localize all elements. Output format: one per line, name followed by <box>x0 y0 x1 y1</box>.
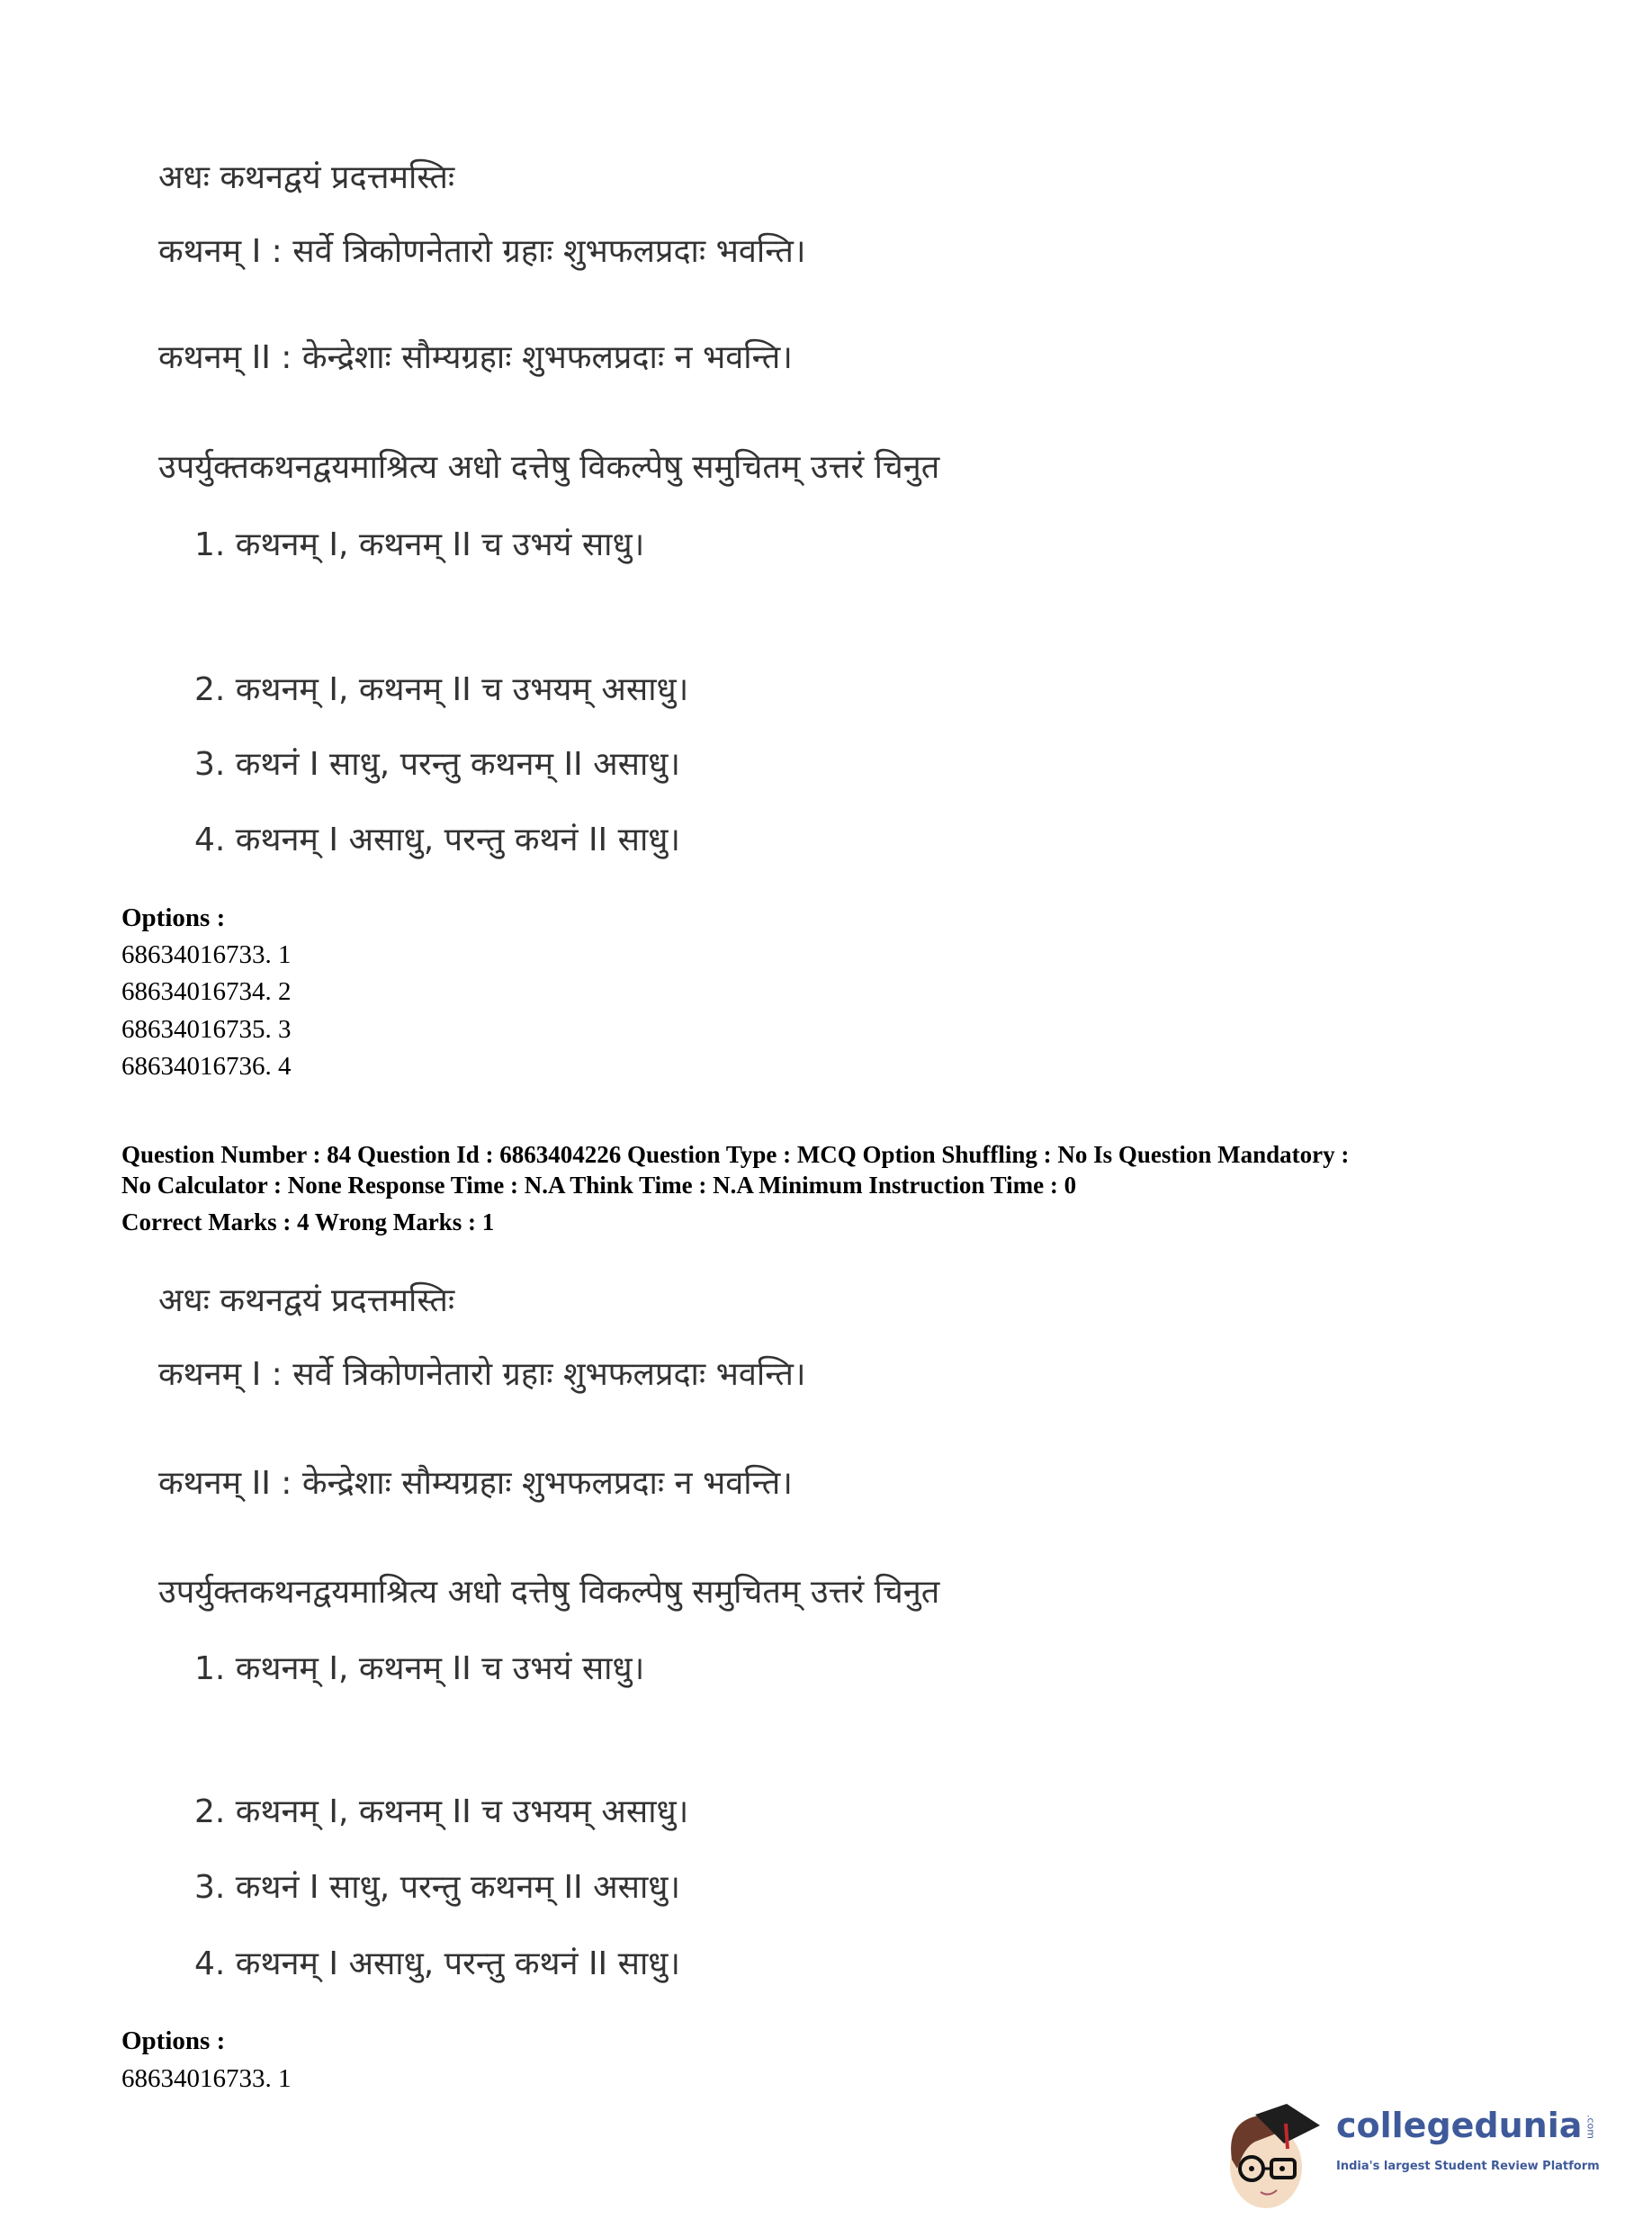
choice-3: 3. कथनं I साधु, परन्तु कथनम् II असाधु। <box>194 746 681 783</box>
question-instruction: उपर्युक्तकथनद्वयमाश्रित्य अधो दत्तेषु विकल्पेषु समुचितम् उत्तरं चिनुत <box>158 449 940 486</box>
choice-4: 4. कथनम् I असाधु, परन्तु कथनं II साधु। <box>194 1945 681 1982</box>
statement-2: कथनम् II : केन्द्रेशाः सौम्यग्रहाः शुभफलप्रदाः न भवन्ति। <box>158 1465 793 1502</box>
statement-2: कथनम् II : केन्द्रेशाः सौम्यग्रहाः शुभफलप्रदाः न भवन्ति। <box>158 339 793 376</box>
statement-1: कथनम् I : सर्वे त्रिकोणनेतारो ग्रहाः शुभफलप्रदाः भवन्ति। <box>158 233 806 270</box>
choice-1: 1. कथनम् I, कथनम् II च उभयं साधु। <box>194 526 645 563</box>
option-id: 68634016733. 1 <box>121 940 292 969</box>
mascot-icon <box>1219 2097 1327 2214</box>
statement-1: कथनम् I : सर्वे त्रिकोणनेतारो ग्रहाः शुभफलप्रदाः भवन्ति। <box>158 1356 806 1393</box>
question-intro: अधः कथनद्वयं प्रदत्तमस्तिः <box>158 1282 455 1319</box>
options-label: Options : <box>121 903 226 932</box>
options-label: Options : <box>121 2026 226 2055</box>
choice-1: 1. कथनम् I, कथनम् II च उभयं साधु। <box>194 1650 645 1687</box>
question-intro: अधः कथनद्वयं प्रदत्तमस्तिः <box>158 159 455 196</box>
option-id: 68634016733. 1 <box>121 2064 292 2093</box>
question-meta-line-2: No Calculator : None Response Time : N.A Think Time : N.A Minimum Instruction Time : 0 <box>121 1172 1077 1199</box>
option-id: 68634016734. 2 <box>121 977 292 1006</box>
choice-2: 2. कथनम् I, कथनम् II च उभयम् असाधु। <box>194 671 689 708</box>
option-id: 68634016735. 3 <box>121 1015 292 1044</box>
question-instruction: उपर्युक्तकथनद्वयमाश्रित्य अधो दत्तेषु विकल्पेषु समुचितम् उत्तरं चिनुत <box>158 1574 940 1611</box>
logo-tagline: India's largest Student Review Platform <box>1336 2160 1600 2173</box>
logo-wordmark: collegedunia <box>1336 2106 1583 2145</box>
logo-text <box>1336 2104 1647 2174</box>
question-marks: Correct Marks : 4 Wrong Marks : 1 <box>121 1208 495 1235</box>
logo-suffix: .com <box>1585 2115 1597 2139</box>
question-84-header <box>121 1139 1633 1237</box>
question-meta-line-1: Question Number : 84 Question Id : 6863404226 Question Type : MCQ Option Shuffling : No Is Question Mandatory : <box>121 1141 1350 1168</box>
option-id: 68634016736. 4 <box>121 1052 292 1081</box>
choice-4: 4. कथनम् I असाधु, परन्तु कथनं II साधु। <box>194 822 681 858</box>
choice-3: 3. कथनं I साधु, परन्तु कथनम् II असाधु। <box>194 1869 681 1906</box>
choice-2: 2. कथनम् I, कथनम् II च उभयम् असाधु। <box>194 1793 689 1830</box>
